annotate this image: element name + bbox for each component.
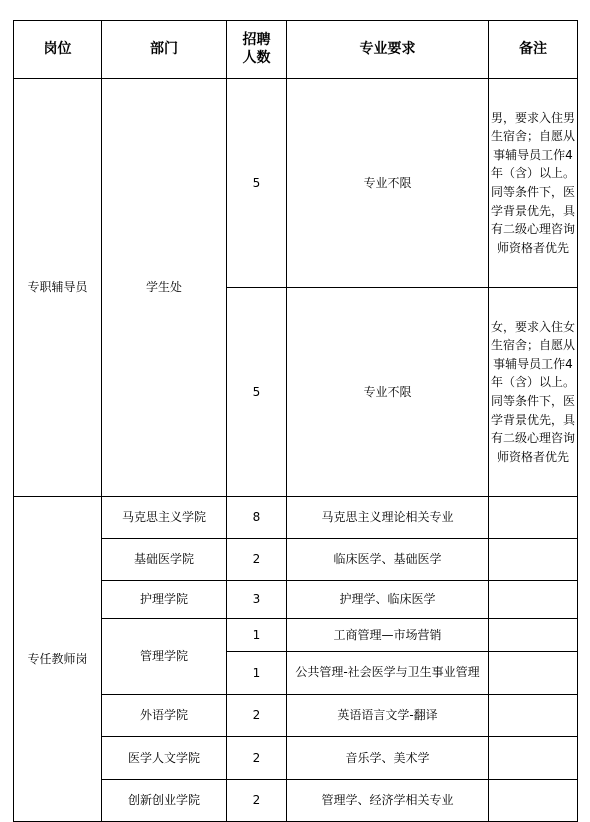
major-cell: 专业不限 xyxy=(287,288,489,497)
header-count xyxy=(227,21,287,79)
note-cell xyxy=(489,737,578,780)
note-cell xyxy=(489,619,578,652)
major-cell: 马克思主义理论相关专业 xyxy=(287,497,489,539)
header-note: 备注 xyxy=(489,21,578,79)
count-cell: 2 xyxy=(227,737,287,780)
table-row xyxy=(14,497,578,539)
recruitment-table xyxy=(13,20,578,822)
department-cell: 医学人文学院 xyxy=(102,737,227,780)
note-cell-male: 男，要求入住男生宿舍；自愿从事辅导员工作4年（含）以上。同等条件下，医学背景优先，具有二级心理咨询师资格者优先 xyxy=(489,79,578,288)
department-cell-management: 管理学院 xyxy=(102,619,227,695)
department-cell: 基础医学院 xyxy=(102,539,227,581)
department-cell-student-affairs: 学生处 xyxy=(102,79,227,497)
major-cell: 工商管理—市场营销 xyxy=(287,619,489,652)
major-cell: 临床医学、基础医学 xyxy=(287,539,489,581)
department-cell: 护理学院 xyxy=(102,581,227,619)
department-cell: 创新创业学院 xyxy=(102,780,227,822)
header-row xyxy=(14,21,578,79)
count-cell: 2 xyxy=(227,539,287,581)
note-cell xyxy=(489,497,578,539)
header-position: 岗位 xyxy=(14,21,102,79)
count-cell: 1 xyxy=(227,619,287,652)
note-cell xyxy=(489,581,578,619)
header-count-label: 招聘人数 xyxy=(242,32,271,66)
header-department: 部门 xyxy=(102,21,227,79)
note-cell-female: 女，要求入住女生宿舍；自愿从事辅导员工作4年（含）以上。同等条件下，医学背景优先，具有二级心理咨询师资格者优先 xyxy=(489,288,578,497)
position-cell-teacher: 专任教师岗 xyxy=(14,497,102,822)
note-cell xyxy=(489,695,578,737)
note-cell xyxy=(489,780,578,822)
header-major: 专业要求 xyxy=(287,21,489,79)
department-cell: 外语学院 xyxy=(102,695,227,737)
count-cell: 2 xyxy=(227,695,287,737)
major-cell: 公共管理-社会医学与卫生事业管理 xyxy=(287,652,489,695)
major-cell: 护理学、临床医学 xyxy=(287,581,489,619)
count-cell: 8 xyxy=(227,497,287,539)
count-cell: 5 xyxy=(227,79,287,288)
count-cell: 3 xyxy=(227,581,287,619)
major-cell: 专业不限 xyxy=(287,79,489,288)
major-cell: 英语语言文学-翻译 xyxy=(287,695,489,737)
count-cell: 2 xyxy=(227,780,287,822)
table-row xyxy=(14,79,578,288)
note-cell xyxy=(489,652,578,695)
major-cell: 管理学、经济学相关专业 xyxy=(287,780,489,822)
count-cell: 1 xyxy=(227,652,287,695)
department-cell: 马克思主义学院 xyxy=(102,497,227,539)
note-cell xyxy=(489,539,578,581)
major-cell: 音乐学、美术学 xyxy=(287,737,489,780)
position-cell-counselor: 专职辅导员 xyxy=(14,79,102,497)
count-cell: 5 xyxy=(227,288,287,497)
